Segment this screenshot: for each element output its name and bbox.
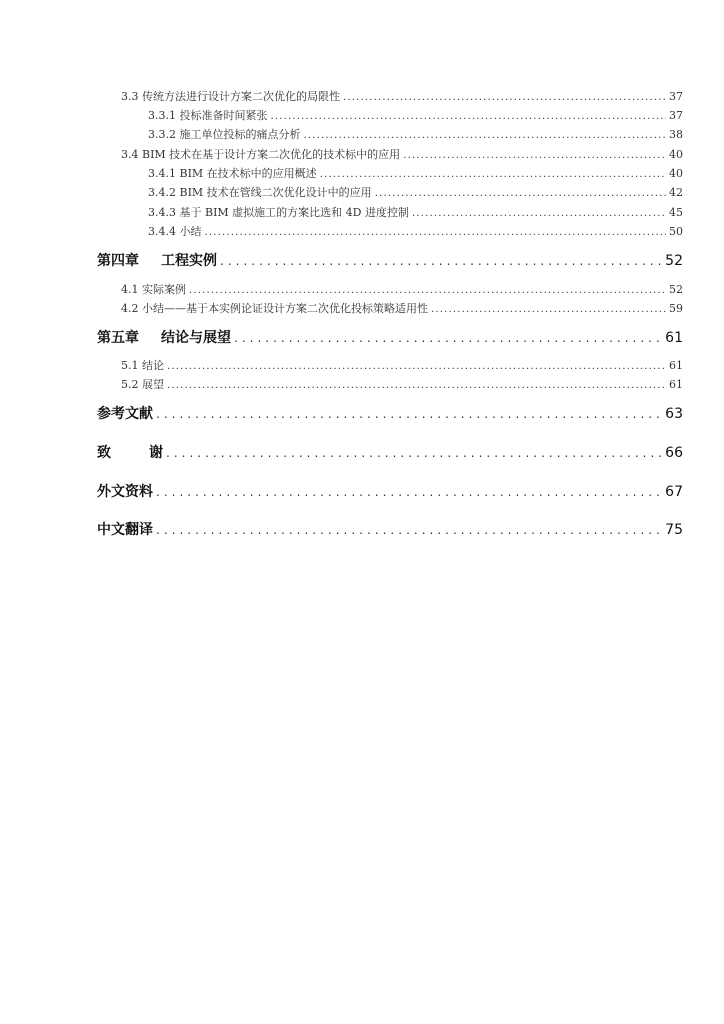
dot-leader — [156, 519, 662, 541]
toc-entry-3-3[interactable] — [121, 89, 683, 105]
toc-chapter-name: 结论与展望 — [161, 330, 231, 346]
toc-entry-5-2[interactable] — [121, 377, 683, 393]
toc-page-number: 45 — [669, 206, 683, 219]
toc-entry-title: 5.2 展望 — [121, 378, 164, 391]
toc-page-number: 75 — [665, 522, 683, 538]
toc-entry-title: 3.4.3 基于 BIM 虚拟施工的方案比选和 4D 进度控制 — [148, 206, 409, 219]
toc-page-number: 50 — [669, 225, 683, 238]
toc-page-number: 52 — [665, 253, 683, 269]
toc-chapter-4[interactable] — [97, 250, 683, 272]
toc-references[interactable] — [97, 403, 683, 425]
toc-entry-title: 3.3.2 施工单位投标的痛点分析 — [148, 128, 301, 141]
dot-leader — [304, 128, 667, 144]
toc-page-number: 61 — [669, 378, 683, 391]
toc-page-number: 40 — [669, 167, 683, 180]
toc-chapter-number: 第四章 — [97, 253, 139, 269]
toc-page-number: 37 — [669, 90, 683, 103]
dot-leader — [431, 302, 666, 318]
dot-leader — [320, 167, 666, 183]
dot-leader — [167, 378, 666, 394]
toc-entry-title: 3.4.2 BIM 技术在管线二次优化设计中的应用 — [148, 186, 372, 199]
dot-leader — [234, 327, 662, 349]
toc-page-number: 67 — [665, 484, 683, 500]
dot-leader — [271, 109, 667, 125]
toc-page-number: 38 — [669, 128, 683, 141]
toc-page-number: 40 — [669, 148, 683, 161]
toc-entry-title: 3.3 传统方法进行设计方案二次优化的局限性 — [121, 90, 340, 103]
toc-entry-3-3-1[interactable] — [148, 108, 683, 124]
toc-chapter-title — [97, 327, 231, 349]
dot-leader — [375, 186, 666, 202]
toc-page-number: 59 — [669, 302, 683, 315]
toc-chapter-title — [97, 250, 217, 272]
toc-page-number: 42 — [669, 186, 683, 199]
dot-leader — [156, 481, 662, 503]
toc-ack-first-char: 致 — [97, 445, 111, 461]
toc-foreign-materials[interactable] — [97, 481, 683, 503]
toc-page-number: 61 — [669, 359, 683, 372]
toc-page-number: 63 — [665, 406, 683, 422]
toc-entry-title: 3.4.4 小结 — [148, 225, 202, 238]
dot-leader — [167, 359, 666, 375]
toc-entry-3-3-2[interactable] — [148, 127, 683, 143]
toc-chapter-title: 中文翻译 — [97, 522, 153, 538]
toc-chinese-translation[interactable] — [97, 519, 683, 541]
toc-page-number: 61 — [665, 330, 683, 346]
toc-entry-5-1[interactable] — [121, 358, 683, 374]
toc-entry-title: 5.1 结论 — [121, 359, 164, 372]
toc-entry-4-1[interactable] — [121, 282, 683, 298]
toc-chapter-title: 外文资料 — [97, 484, 153, 500]
toc-entry-4-2[interactable] — [121, 301, 683, 317]
toc-chapter-5[interactable] — [97, 327, 683, 349]
dot-leader — [189, 283, 666, 299]
toc-entry-3-4-3[interactable] — [148, 205, 683, 221]
dot-leader — [156, 403, 662, 425]
toc-entry-title: 3.4 BIM 技术在基于设计方案二次优化的技术标中的应用 — [121, 148, 401, 161]
toc-entry-3-4-2[interactable] — [148, 185, 683, 201]
toc-entry-3-4-4[interactable] — [148, 224, 683, 240]
toc-entry-title: 4.2 小结——基于本实例论证设计方案二次优化投标策略适用性 — [121, 302, 428, 315]
toc-page-number: 52 — [669, 283, 683, 296]
toc-entry-3-4-1[interactable] — [148, 166, 683, 182]
dot-leader — [205, 225, 667, 241]
toc-entry-title: 3.3.1 投标准备时间紧张 — [148, 109, 268, 122]
dot-leader — [412, 206, 666, 222]
toc-chapter-title — [97, 442, 163, 464]
dot-leader — [343, 90, 666, 106]
toc-chapter-number: 第五章 — [97, 330, 139, 346]
dot-leader — [220, 250, 662, 272]
toc-page-number: 37 — [669, 109, 683, 122]
dot-leader — [166, 442, 662, 464]
toc-ack-second-char: 谢 — [149, 445, 163, 461]
toc-chapter-title: 参考文献 — [97, 406, 153, 422]
toc-page-number: 66 — [665, 445, 683, 461]
toc-entry-3-4[interactable] — [121, 147, 683, 163]
toc-entry-title: 3.4.1 BIM 在技术标中的应用概述 — [148, 167, 317, 180]
toc-chapter-name: 工程实例 — [161, 253, 217, 269]
toc-entry-title: 4.1 实际案例 — [121, 283, 186, 296]
toc-acknowledgements[interactable] — [97, 442, 683, 464]
dot-leader — [403, 148, 666, 164]
